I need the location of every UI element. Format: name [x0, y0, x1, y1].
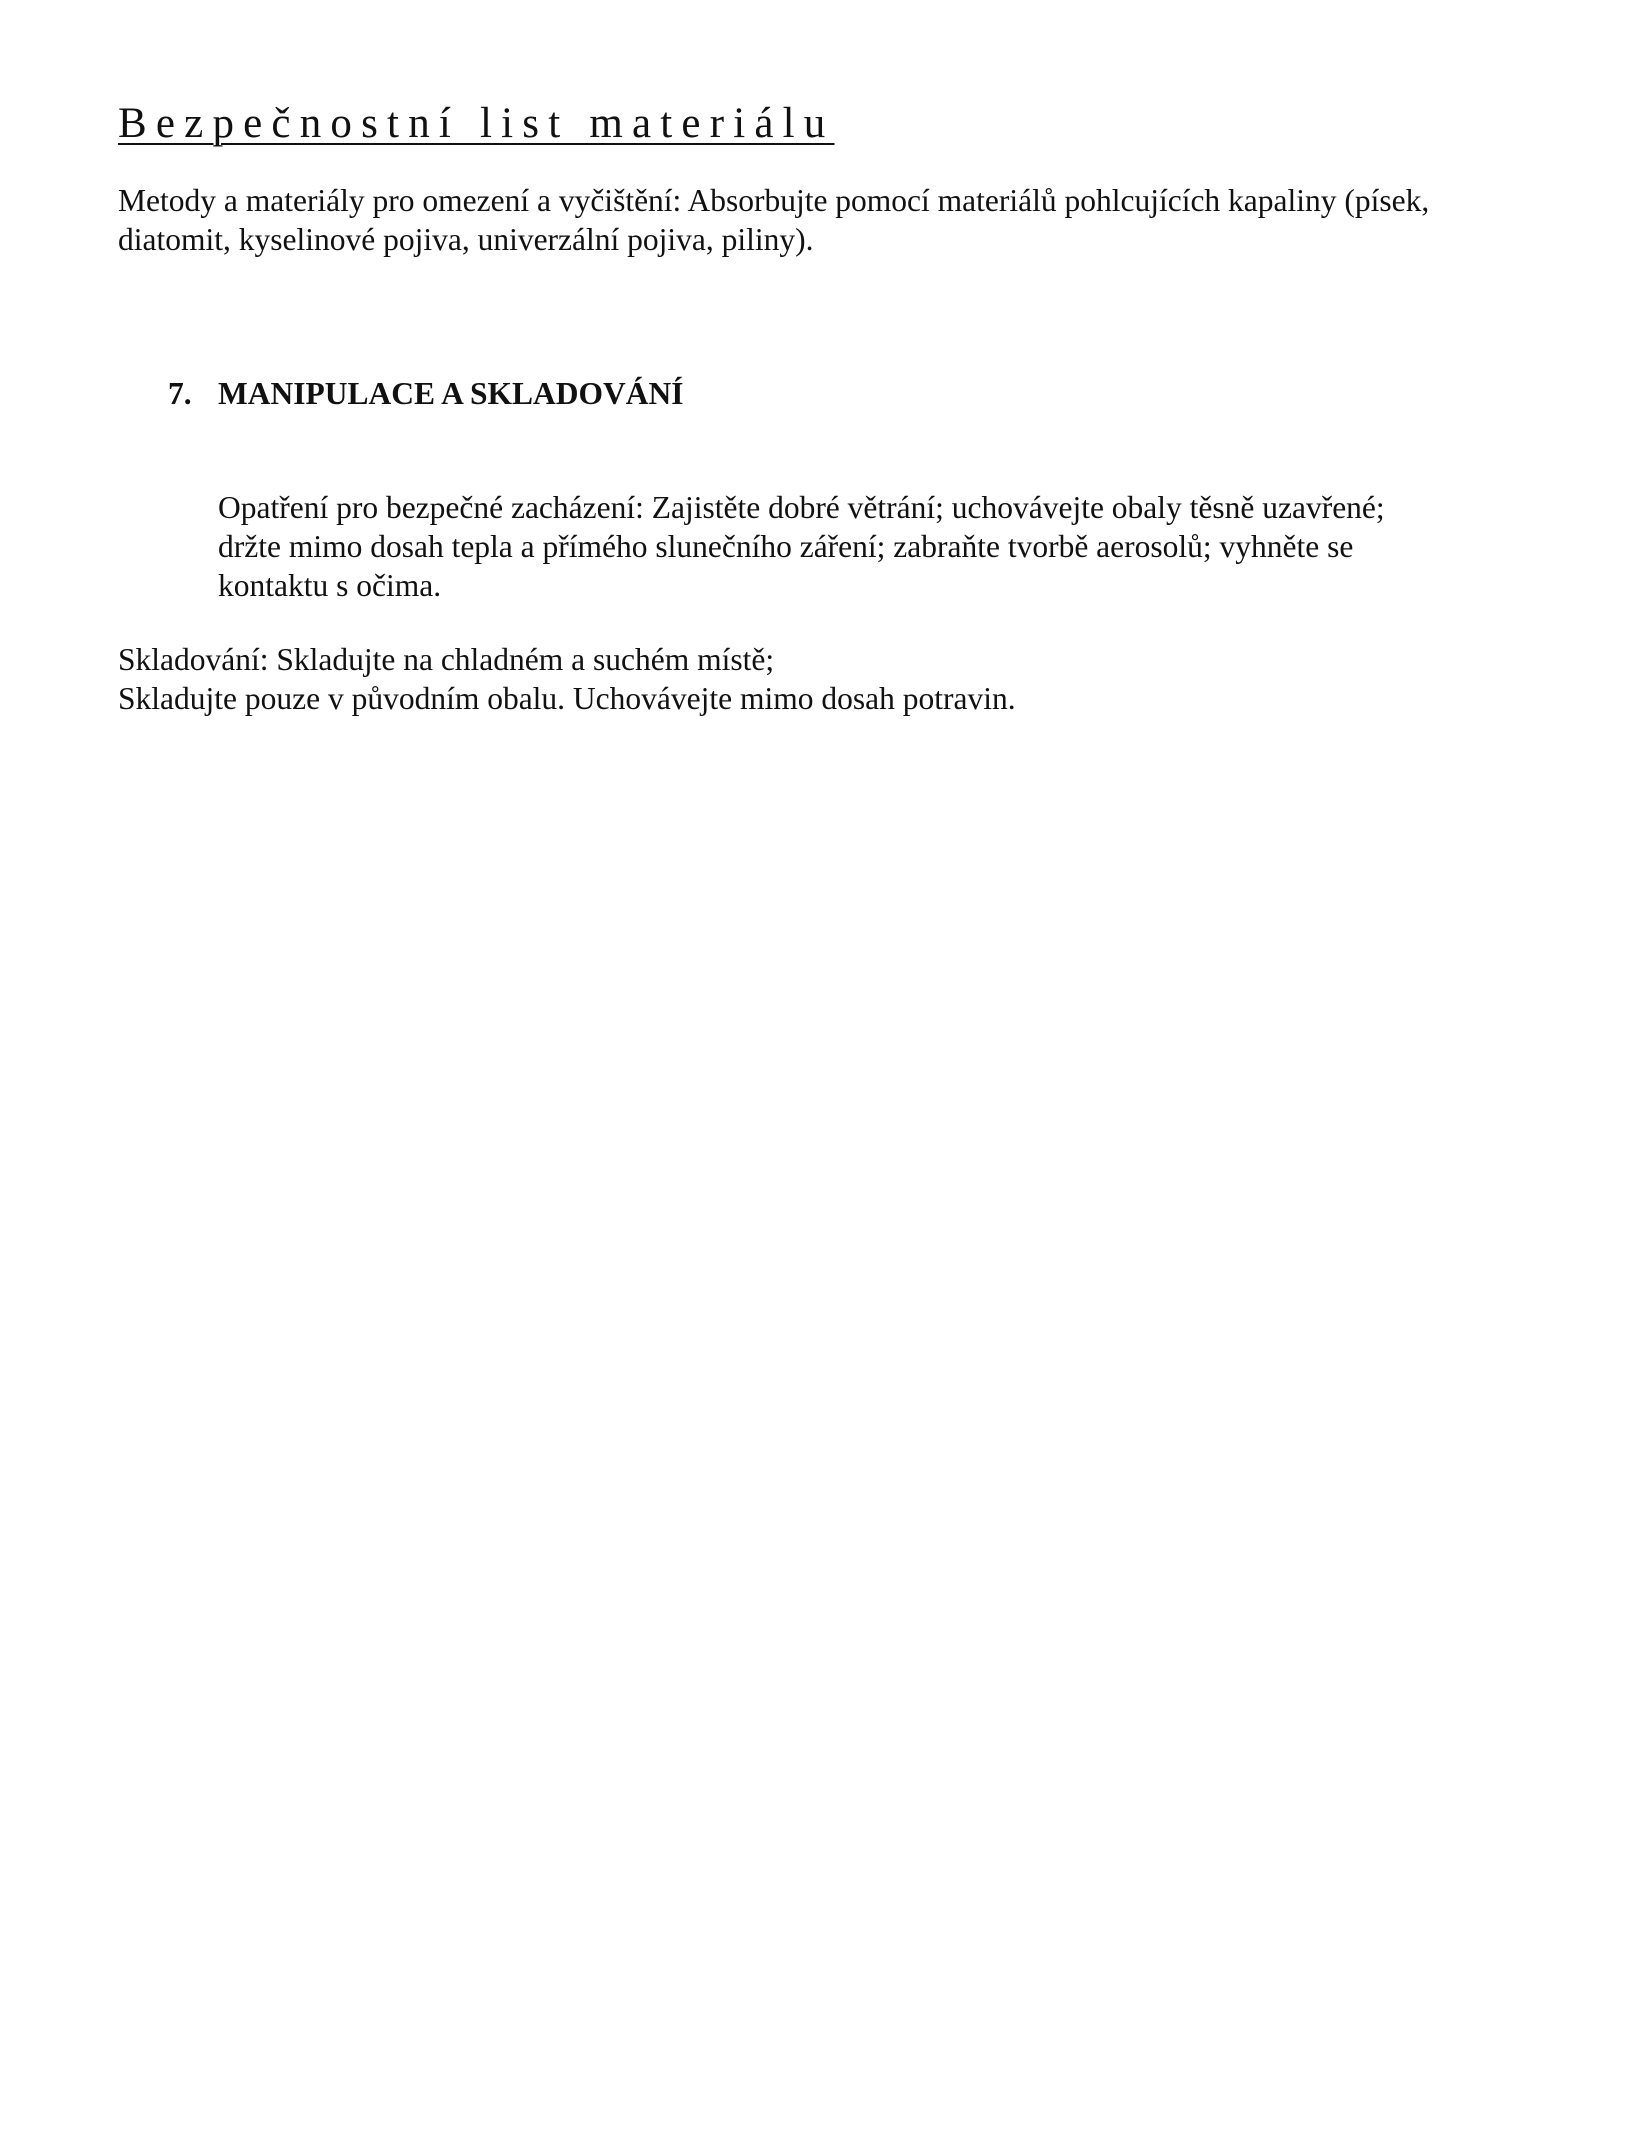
section-number: 7. — [168, 376, 192, 411]
cleanup-line-1: Metody a materiály pro omezení a vyčištění: Absorbujte pomocí materiálů pohlcujících kapaliny (písek, — [118, 183, 1430, 218]
handling-line-1: Opatření pro bezpečné zacházení: Zajistěte dobré větrání; uchovávejte obaly těsně uzavřené; — [218, 490, 1385, 525]
storage-paragraph — [118, 640, 1518, 718]
safe-handling-paragraph — [218, 488, 1498, 605]
handling-line-3: kontaktu s očima. — [218, 568, 442, 603]
handling-line-2: držte mimo dosah tepla a přímého slunečního záření; zabraňte tvorbě aerosolů; vyhněte se — [218, 529, 1354, 564]
document-title: Bezpečnostní list materiálu — [118, 100, 835, 147]
storage-line-2: Skladujte pouze v původním obalu. Uchovávejte mimo dosah potravin. — [118, 681, 1016, 716]
section-7-heading — [168, 374, 684, 413]
storage-line-1: Skladování: Skladujte na chladném a suchém místě; — [118, 642, 775, 677]
cleanup-line-2: diatomit, kyselinové pojiva, univerzální pojiva, piliny). — [118, 222, 814, 257]
section-title: MANIPULACE A SKLADOVÁNÍ — [218, 376, 684, 411]
cleanup-methods-paragraph — [118, 181, 1548, 259]
